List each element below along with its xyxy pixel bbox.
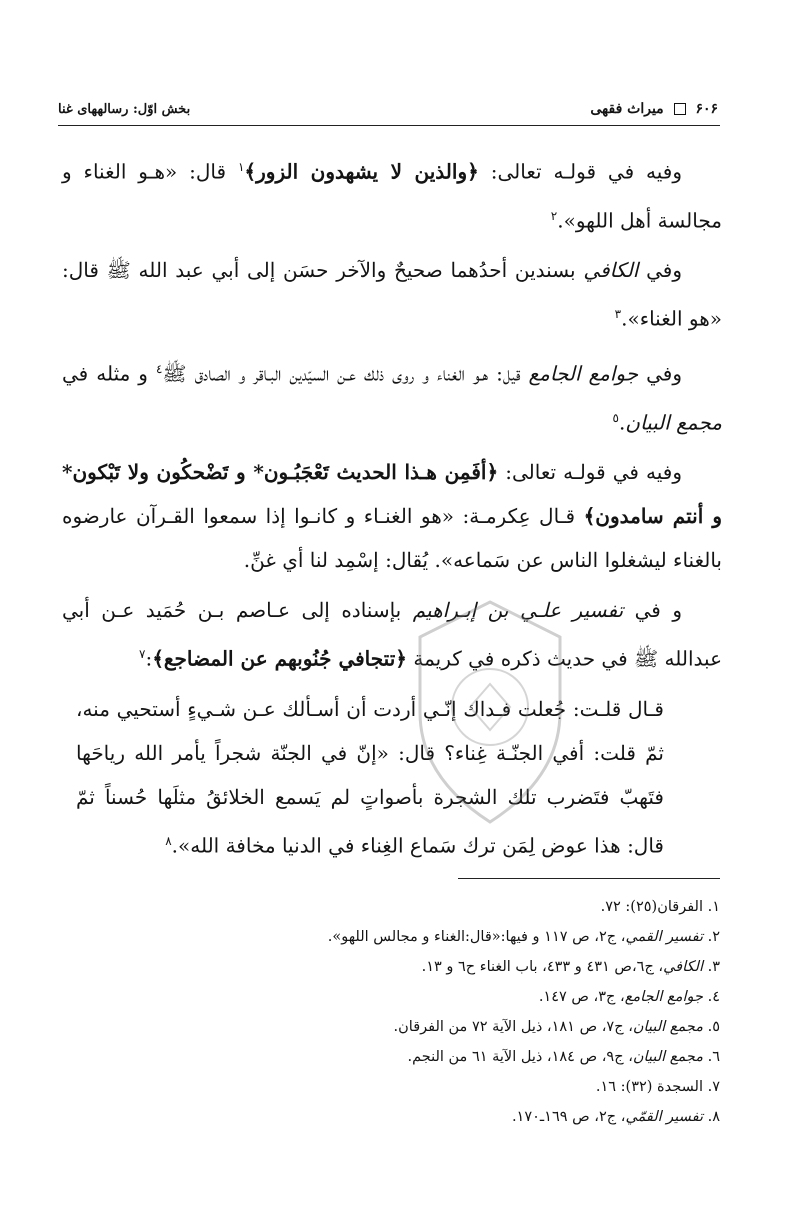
section-title: بخش اوّل: رسالههای غنا [58,102,191,117]
footnote-number: ٥. [707,1019,720,1035]
footnote-text: ، ج٦،ص ٤٣١ و ٤٣٣، باب الغناء ح٦ و ١٣. [421,959,664,975]
text-span: بإسناده إلى عـاصم بـن حُمَيد عـن أبي عبدالله ﷺ في حديث ذكره في كريمة [62,598,722,671]
quran-verse: ﴿أفَمِن هـذا الحديث تَعْجَبُـون* و تَضْحكُون ولا تَبْكون* و أنتم سامدون﴾ [62,460,722,529]
quran-verse: ﴿والذين لا يشهدون الزور﴾ [244,159,479,184]
footnotes [180,892,720,1132]
footnote-source: مجمع البيان [632,1049,703,1065]
square-ornament-icon [674,103,686,115]
running-header [58,87,718,117]
footnote-text: ، ج٢، ص ١٦٩ـ١٧٠. [511,1109,626,1125]
text-span: وفيه في قولـه تعالى: [498,460,683,485]
footnote-number: ١. [707,899,720,915]
footnote-ref: ٢ [550,208,558,223]
library-stamp-watermark [390,592,590,832]
header-book [590,101,718,117]
text-span: و مثله في [62,361,156,386]
text-span: وفيه في قولـه تعالى: [478,159,683,184]
footnote-number: ٣. [707,959,720,975]
quote-text: قـال قلـت: جُعلت فـداك إنّـي أردت أن أسـألك عـن شـيءٍ أستحيي منه، ثمّ قلت: أفي الجنّـة غِناء؟ قال: «إنّ في الجنّة شجراً يأمر الله رياحَها فتَهبّ فتَضرب تلك الشجرة بأصواتٍ لم يَسمع الخلائقُ مثلَها حُسناً ثمّ قال: هذا عوض لِمَن ترك سَماع الغِناء في الدنيا مخافة الله». [76,696,664,858]
header-divider [58,125,720,126]
footnote-text: ، ج٣، ص ١٤٧. [538,989,625,1005]
footnote-source: جوامع الجامع [624,989,703,1005]
footnote-ref: ١ [237,160,245,174]
text-span: بسندين أحدُهما صحيحٌ والآخر حسَن إلى أبي عبد الله ﷺ قال: «هو الغناء». [62,258,722,331]
footnote-source: تفسير القمي [625,929,703,945]
footnote-ref: ٨ [165,833,172,848]
footnote [180,922,720,952]
footnote [180,1102,720,1132]
footnote-number: ٧. [707,1079,720,1095]
footnote [180,1012,720,1042]
footnote [180,952,720,982]
footnote-source: مجمع البيان [632,1019,703,1035]
text-span: : [145,646,153,671]
footnote [180,982,720,1012]
book-citation: مجمع البيان [625,410,722,435]
footnote-ref: ٧ [138,647,146,662]
text-span: وفي [638,258,682,283]
book-citation: تفسير علـي بن إبـراهيم [412,598,624,623]
footnote-text: ، ج٢، ص ١١٧ و فيها:«قال:الغناء و مجالس اللهو». [327,929,626,945]
footnote-number: ٤. [707,989,720,1005]
footnote [180,1042,720,1072]
quran-verse: ﴿تتجافي جُنُوبهم عن المضاجع﴾ [152,646,407,671]
paragraph-3 [62,347,722,444]
footnote-ref: ٣ [614,307,622,322]
footnote-text: ، ج٩، ص ١٨٤، ذيل الآية ٦١ من النجم. [407,1049,633,1065]
text-span: وفي [638,361,683,386]
footnote-number: ٢. [707,929,720,945]
footnote [180,892,720,922]
footnote-number: ٨. [707,1109,720,1125]
footnote-text: السجدة (٣٢): ١٦. [595,1079,708,1095]
page-number: ۶۰۶ [695,101,718,117]
footnote-ref: ٥ [612,410,619,425]
text-span: قـال عِكرمـة: «هو الغنـاء و كانـوا إذا سمعوا القـرآن عارضوه بالغناء ليشغلوا الناس عن سَماعه». يُقال: إسْمِد لنا أي غنِّ. [62,504,722,573]
footnote [180,1072,720,1102]
text-span: و في [623,598,682,623]
text-span: . [618,410,626,435]
book-citation: جوامع الجامع [528,361,639,386]
footnote-text: الفرقان(٢٥): ٧٢. [600,899,708,915]
footnote-number: ٦. [707,1049,720,1065]
book-citation: الكافي [583,258,639,283]
footnote-ref: ٤ [155,361,163,376]
paragraph-4 [62,450,722,582]
paragraph-1 [62,145,722,242]
paragraph-2 [62,248,722,341]
footnote-source: تفسير القمّي [625,1109,703,1125]
book-title: میراث فقهی [590,101,664,117]
footnote-text: ، ج٧، ص ١٨١، ذيل الآية ٧٢ من الفرقان. [393,1019,633,1035]
text-span: قيل: هـو الغناء و روى ذلك عـن السيّدين البـاقر و الصادق ﷺ [162,361,529,386]
footnote-source: الكافي [663,959,703,975]
footnote-divider [458,878,720,879]
text-span: قال: «هـو الغناء و مجالسة أهل اللهو». [62,159,722,233]
